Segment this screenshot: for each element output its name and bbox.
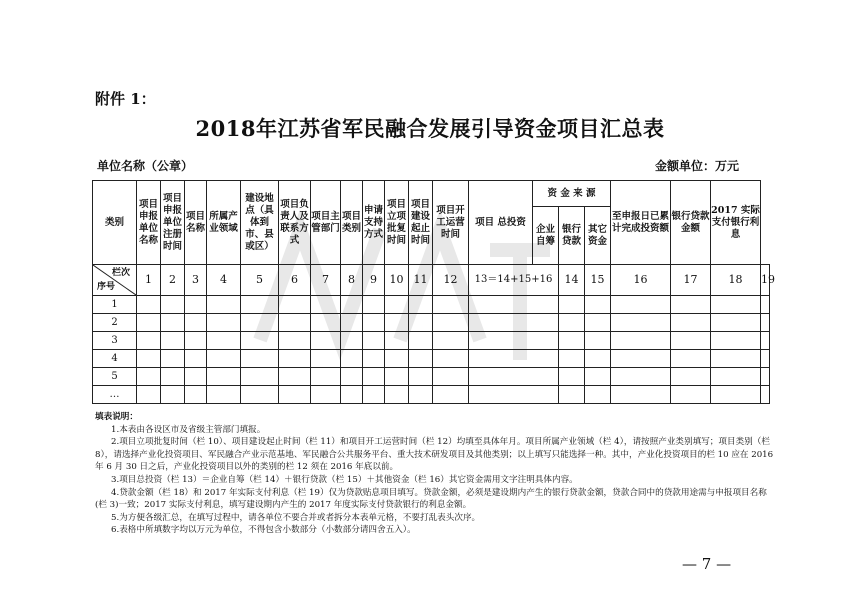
table-cell[interactable] xyxy=(711,368,761,386)
table-cell[interactable] xyxy=(385,296,409,314)
row-serial-number: 1 xyxy=(93,296,137,314)
table-cell[interactable] xyxy=(137,332,161,350)
column-number: 5 xyxy=(241,265,279,296)
table-cell[interactable] xyxy=(559,296,585,314)
row-serial-number: 3 xyxy=(93,332,137,350)
table-cell[interactable] xyxy=(469,350,559,368)
table-cell[interactable] xyxy=(559,386,585,404)
table-cell[interactable] xyxy=(363,314,385,332)
header-col14: 企业自筹 xyxy=(533,207,559,265)
note-item: 6.表格中所填数字均以万元为单位，不得包含小数部分（小数部分请四舍五入）。 xyxy=(111,525,416,536)
row-serial-number: 5 xyxy=(93,368,137,386)
row-serial-number: 4 xyxy=(93,350,137,368)
table-cell[interactable] xyxy=(241,350,279,368)
table-cell[interactable] xyxy=(433,368,469,386)
table-cell[interactable] xyxy=(671,350,711,368)
table-cell[interactable] xyxy=(185,296,207,314)
column-row-diagonal-cell xyxy=(93,265,137,296)
table-cell[interactable] xyxy=(671,332,711,350)
column-number: 1 xyxy=(137,265,161,296)
header-col8: 项目类别 xyxy=(341,181,363,265)
header-col17: 至申报日已累计完成投资额 xyxy=(611,181,671,265)
table-cell[interactable] xyxy=(363,350,385,368)
table-cell[interactable] xyxy=(279,386,311,404)
table-cell[interactable] xyxy=(469,314,559,332)
table-cell[interactable] xyxy=(341,368,363,386)
table-row xyxy=(93,368,770,386)
table-cell[interactable] xyxy=(559,332,585,350)
table-cell[interactable] xyxy=(559,368,585,386)
attachment-label: 附件 1： xyxy=(95,90,156,108)
table-cell[interactable] xyxy=(363,368,385,386)
table-cell[interactable] xyxy=(241,314,279,332)
column-number: 2 xyxy=(161,265,185,296)
column-number: 13＝14+15+16 xyxy=(469,265,559,296)
table-cell[interactable] xyxy=(279,296,311,314)
table-cell[interactable] xyxy=(433,296,469,314)
header-col13: 项目 总投资 xyxy=(469,181,533,265)
column-number: 7 xyxy=(311,265,341,296)
table-cell[interactable] xyxy=(671,314,711,332)
table-cell[interactable] xyxy=(559,314,585,332)
header-col19: 2017 实际支付银行利息 xyxy=(711,181,761,265)
table-cell[interactable] xyxy=(185,350,207,368)
table-cell[interactable] xyxy=(207,386,241,404)
column-number: 11 xyxy=(409,265,433,296)
table-cell[interactable] xyxy=(409,368,433,386)
table-cell[interactable] xyxy=(161,350,185,368)
row-serial-number: … xyxy=(93,386,137,404)
table-cell[interactable] xyxy=(761,386,770,404)
table-cell[interactable] xyxy=(559,350,585,368)
table-row xyxy=(93,332,770,350)
table-cell[interactable] xyxy=(711,296,761,314)
table-cell[interactable] xyxy=(585,314,611,332)
table-cell[interactable] xyxy=(341,332,363,350)
table-cell[interactable] xyxy=(433,314,469,332)
table-cell[interactable] xyxy=(469,368,559,386)
table-cell[interactable] xyxy=(161,296,185,314)
note-item: 1.本表由各设区市及省级主管部门填报。 xyxy=(111,424,266,435)
column-number: 9 xyxy=(363,265,385,296)
column-number: 4 xyxy=(207,265,241,296)
table-cell[interactable] xyxy=(671,386,711,404)
column-number: 14 xyxy=(559,265,585,296)
column-number: 6 xyxy=(279,265,311,296)
table-cell[interactable] xyxy=(241,368,279,386)
table-cell[interactable] xyxy=(611,350,671,368)
table-cell[interactable] xyxy=(671,296,711,314)
table-cell[interactable] xyxy=(385,314,409,332)
table-cell[interactable] xyxy=(279,350,311,368)
table-cell[interactable] xyxy=(585,350,611,368)
table-cell[interactable] xyxy=(341,296,363,314)
header-category: 类别 xyxy=(93,181,137,265)
table-body xyxy=(93,296,770,404)
table-cell[interactable] xyxy=(409,350,433,368)
table-cell[interactable] xyxy=(341,386,363,404)
table-cell[interactable] xyxy=(279,368,311,386)
table-cell[interactable] xyxy=(385,332,409,350)
header-col18: 银行贷款金额 xyxy=(671,181,711,265)
table-cell[interactable] xyxy=(469,386,559,404)
table-cell[interactable] xyxy=(207,296,241,314)
table-cell[interactable] xyxy=(761,350,770,368)
column-number: 17 xyxy=(671,265,711,296)
notes-heading: 填表说明： xyxy=(95,412,138,422)
header-col5: 建设地点（具体到市、县或区） xyxy=(241,181,279,265)
table-cell[interactable] xyxy=(611,296,671,314)
header-col16: 其它资金 xyxy=(585,207,611,265)
table-row xyxy=(93,350,770,368)
table-cell[interactable] xyxy=(433,332,469,350)
table-cell[interactable] xyxy=(137,368,161,386)
table-cell[interactable] xyxy=(137,296,161,314)
table-cell[interactable] xyxy=(137,350,161,368)
table-cell[interactable] xyxy=(341,350,363,368)
header-col7: 项目主管部门 xyxy=(311,181,341,265)
column-number: 16 xyxy=(611,265,671,296)
header-col1: 项目申报单位名称 xyxy=(137,181,161,265)
note-item: 2.项目立项批复时间（栏 10）、项目建设起止时间（栏 11）和项目开工运营时间（栏 12）均填至具体年月。项目所属产业领域（栏 4），请按照产业类别填写；项目类别（栏 8），请选择产业化投资项目、军民融合产业示范基地、军民融合公共服务平台、重大技术研发项目及其他类别；以上填写只能选择一种。其中，产业化投资项目的栏 10 应在 2016 年 6 月 30 日之后，产业化投资项目以外的类别的栏 12 须在 2016 年底以前。 xyxy=(95,437,774,473)
table-cell[interactable] xyxy=(311,296,341,314)
note-item: 3.项目总投资（栏 13）＝企业自筹（栏 14）＋银行贷款（栏 15）＋其他资金（栏 16）其它资金需用文字注明具体内容。 xyxy=(111,474,578,485)
table-cell[interactable] xyxy=(279,314,311,332)
table-cell[interactable] xyxy=(363,386,385,404)
table-cell[interactable] xyxy=(671,368,711,386)
table-cell[interactable] xyxy=(241,296,279,314)
table-cell[interactable] xyxy=(469,296,559,314)
column-number: 19 xyxy=(761,265,770,296)
table-cell[interactable] xyxy=(137,314,161,332)
table-cell[interactable] xyxy=(185,386,207,404)
table-cell[interactable] xyxy=(161,368,185,386)
table-cell[interactable] xyxy=(761,368,770,386)
table-cell[interactable] xyxy=(585,386,611,404)
table-cell[interactable] xyxy=(311,350,341,368)
table-cell[interactable] xyxy=(311,314,341,332)
summary-table xyxy=(92,180,775,404)
header-col15: 银行贷款 xyxy=(559,207,585,265)
table-cell[interactable] xyxy=(385,386,409,404)
header-fund-source: 资 金 来 源 xyxy=(533,181,611,207)
table-cell[interactable] xyxy=(761,296,770,314)
table-cell[interactable] xyxy=(311,332,341,350)
table-cell[interactable] xyxy=(137,386,161,404)
note-item: 4.贷款金额（栏 18）和 2017 年实际支付利息（栏 19）仅为贷款贴息项目填写。贷款金额，必须是建设期内产生的银行贷款金额，贷款合同中的贷款用途需与申报项目名称(栏 3)一致；2017 实际支付利息，填写建设期内产生的 2017 年度实际支付贷款银行的利息金额。 xyxy=(95,487,767,511)
column-number: 18 xyxy=(711,265,761,296)
table-cell[interactable] xyxy=(363,296,385,314)
table-cell[interactable] xyxy=(711,332,761,350)
table-cell[interactable] xyxy=(241,386,279,404)
table-cell[interactable] xyxy=(161,332,185,350)
table-cell[interactable] xyxy=(185,368,207,386)
table-cell[interactable] xyxy=(761,332,770,350)
header-col9: 申请支持方式 xyxy=(363,181,385,265)
table-cell[interactable] xyxy=(611,368,671,386)
column-number: 12 xyxy=(433,265,469,296)
header-col12: 项目开工运营时间 xyxy=(433,181,469,265)
table-cell[interactable] xyxy=(207,332,241,350)
table-cell[interactable] xyxy=(161,386,185,404)
table-cell[interactable] xyxy=(185,314,207,332)
table-cell[interactable] xyxy=(611,386,671,404)
column-number: 15 xyxy=(585,265,611,296)
table-cell[interactable] xyxy=(311,386,341,404)
header-col4: 所属产业领域 xyxy=(207,181,241,265)
table-cell[interactable] xyxy=(241,332,279,350)
table-cell[interactable] xyxy=(611,314,671,332)
table-cell[interactable] xyxy=(311,368,341,386)
table-cell[interactable] xyxy=(207,314,241,332)
note-item: 5.为方便各级汇总，在填写过程中，请各单位不要合并或者拆分本表单元格，不要打乱表头次序。 xyxy=(111,512,481,523)
table-cell[interactable] xyxy=(207,350,241,368)
header-col11: 项目建设起止时间 xyxy=(409,181,433,265)
table-cell[interactable] xyxy=(385,368,409,386)
table-cell[interactable] xyxy=(409,314,433,332)
table-cell[interactable] xyxy=(385,350,409,368)
table-cell[interactable] xyxy=(363,332,385,350)
table-cell[interactable] xyxy=(409,296,433,314)
table-cell[interactable] xyxy=(611,332,671,350)
header-col3: 项目名称 xyxy=(185,181,207,265)
unit-name-label: 单位名称（公章） xyxy=(97,159,194,173)
table-cell[interactable] xyxy=(761,314,770,332)
table-row xyxy=(93,296,770,314)
table-cell[interactable] xyxy=(409,332,433,350)
table-cell[interactable] xyxy=(433,350,469,368)
table-cell[interactable] xyxy=(341,314,363,332)
table-cell[interactable] xyxy=(207,368,241,386)
header-col2: 项目申报单位注册时间 xyxy=(161,181,185,265)
notes-section xyxy=(95,411,775,537)
table-row xyxy=(93,314,770,332)
table-cell[interactable] xyxy=(469,332,559,350)
column-number: 3 xyxy=(185,265,207,296)
header-col6: 项目负责人及联系方式 xyxy=(279,181,311,265)
table-cell[interactable] xyxy=(185,332,207,350)
column-no-label: 栏次 xyxy=(111,268,130,278)
table-cell[interactable] xyxy=(585,368,611,386)
column-number: 10 xyxy=(385,265,409,296)
table-row xyxy=(93,386,770,404)
currency-unit-label: 金额单位：万元 xyxy=(655,159,740,173)
table-cell[interactable] xyxy=(585,332,611,350)
table-cell[interactable] xyxy=(279,332,311,350)
column-number: 8 xyxy=(341,265,363,296)
table-cell[interactable] xyxy=(711,350,761,368)
header-col10: 项目立项批复时间 xyxy=(385,181,409,265)
row-serial-number: 2 xyxy=(93,314,137,332)
table-cell[interactable] xyxy=(433,386,469,404)
page-title: 2018年江苏省军民融合发展引导资金项目汇总表 xyxy=(195,116,665,141)
table-cell[interactable] xyxy=(711,314,761,332)
table-cell[interactable] xyxy=(409,386,433,404)
table-cell[interactable] xyxy=(585,296,611,314)
page-number: — 7 — xyxy=(682,555,732,573)
table-cell[interactable] xyxy=(711,386,761,404)
table-cell[interactable] xyxy=(161,314,185,332)
serial-no-label: 序号 xyxy=(97,282,116,292)
